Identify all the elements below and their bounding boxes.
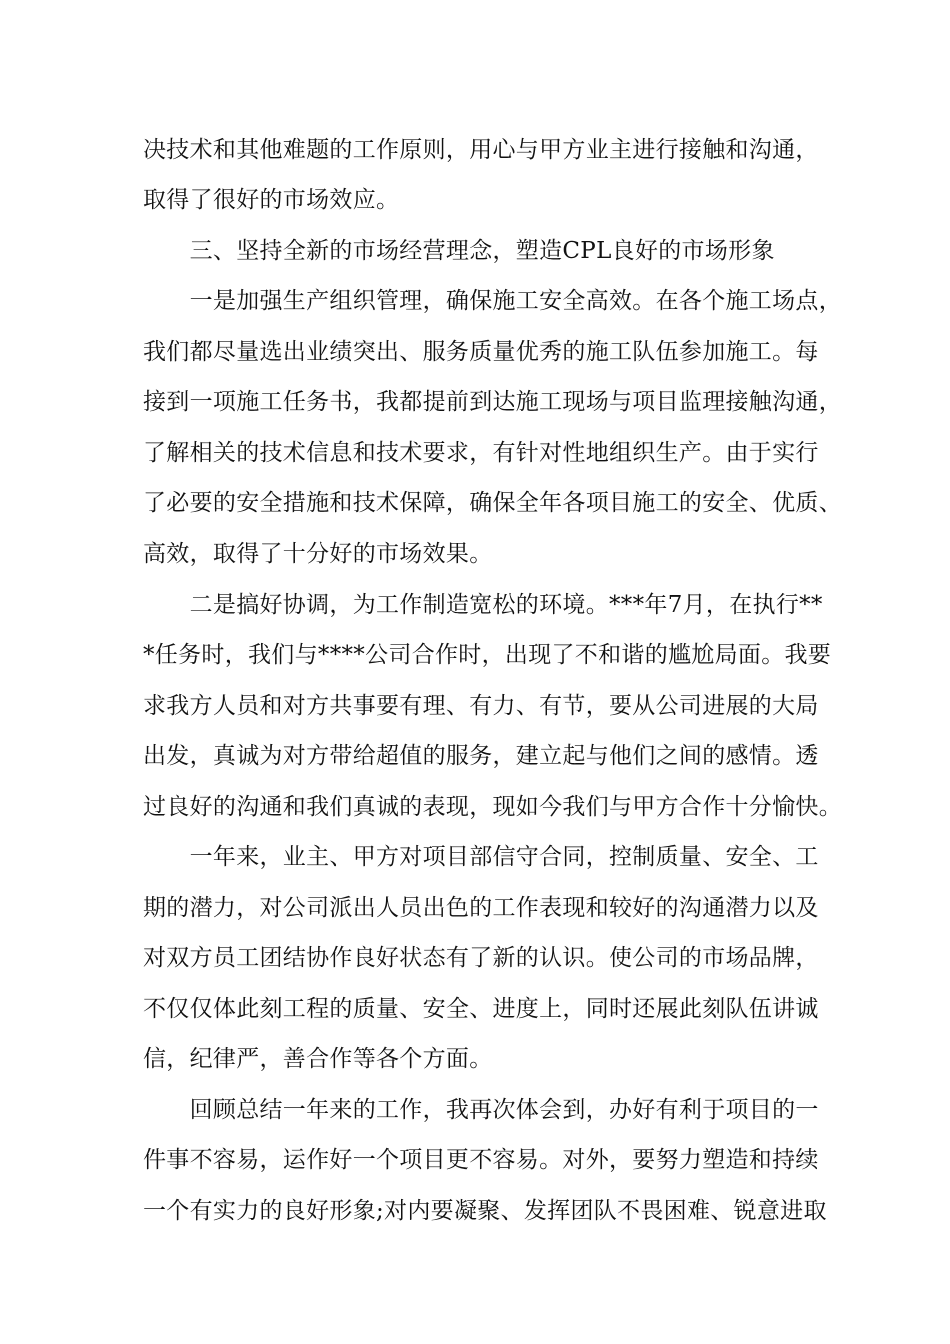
text-line: 决技术和其他难题的工作原则，用心与甲方业主进行接触和沟通， xyxy=(143,137,819,163)
text-line: 不仅仅体此刻工程的质量、安全、进度上，同时还展此刻队伍讲诚 xyxy=(143,996,819,1022)
text-line: 过良好的沟通和我们真诚的表现，现如今我们与甲方合作十分愉快。 xyxy=(143,794,842,820)
text-line: 一年来，业主、甲方对项目部信守合同，控制质量、安全、工 xyxy=(143,844,819,870)
text-line: 期的潜力，对公司派出人员出色的工作表现和较好的沟通潜力以及 xyxy=(143,895,819,921)
text-line: 求我方人员和对方共事要有理、有力、有节，要从公司进展的大局 xyxy=(143,693,819,719)
text-line: 对双方员工团结协作良好状态有了新的认识。使公司的市场品牌， xyxy=(143,945,819,971)
text-line: 一个有实力的良好形象;对内要凝聚、发挥团队不畏困难、锐意进取 xyxy=(143,1198,827,1224)
text-line: 取得了很好的市场效应。 xyxy=(143,187,400,213)
text-line: 了必要的安全措施和技术保障，确保全年各项目施工的安全、优质、 xyxy=(143,490,842,516)
text-line: 回顾总结一年来的工作，我再次体会到，办好有利于项目的一 xyxy=(143,1097,819,1123)
section-heading: 三、坚持全新的市场经营理念，塑造CPL良好的市场形象 xyxy=(143,238,775,264)
text-line: 信，纪律严，善合作等各个方面。 xyxy=(143,1046,493,1072)
text-line: 出发，真诚为对方带给超值的服务，建立起与他们之间的感情。透 xyxy=(143,743,819,769)
text-line: 我们都尽量选出业绩突出、服务质量优秀的施工队伍参加施工。每 xyxy=(143,339,819,365)
text-line: 二是搞好协调，为工作制造宽松的环境。***年7月，在执行** xyxy=(143,592,823,618)
text-line: 接到一项施工任务书，我都提前到达施工现场与项目监理接触沟通， xyxy=(143,389,842,415)
text-line: 一是加强生产组织管理，确保施工安全高效。在各个施工场点， xyxy=(143,288,842,314)
text-line: 了解相关的技术信息和技术要求，有针对性地组织生产。由于实行 xyxy=(143,440,819,466)
text-line: *任务时，我们与****公司合作时，出现了不和谐的尴尬局面。我要 xyxy=(143,642,832,668)
text-line: 高效，取得了十分好的市场效果。 xyxy=(143,541,493,567)
text-line: 件事不容易，运作好一个项目更不容易。对外，要努力塑造和持续 xyxy=(143,1147,819,1173)
